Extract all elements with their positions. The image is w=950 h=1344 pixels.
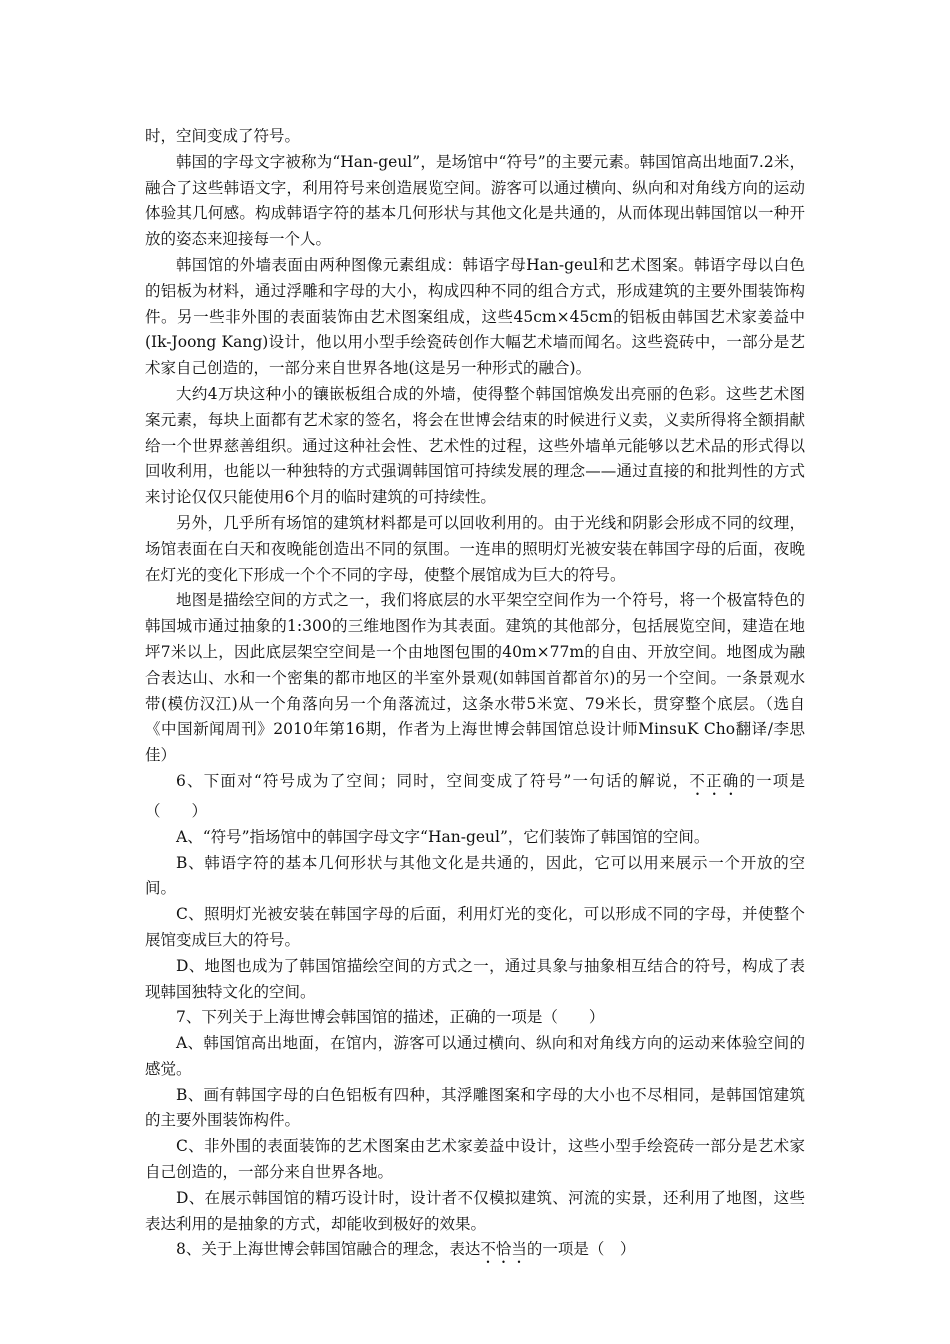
question-6-stem-tail: 的一项是（ ） (145, 771, 805, 820)
question-6-option-c: C、照明灯光被安装在韩国字母的后面，利用灯光的变化，可以形成不同的字母，并使整个展馆变成巨大的符号。 (145, 905, 805, 949)
paragraph-map: 地图是描绘空间的方式之一，我们将底层的水平架空空间作为一个符号，将一个极富特色的韩国城市通过抽象的1:300的三维地图作为其表面。建筑的其他部分，包括展览空间，建造在地坪7米以上，因此底层架空空间是一个由地图包围的40m×77m的自由、开放空间。地图成为融合表达山、水和一个密集的都市地区的半室外景观(如韩国首都首尔)的另一个空间。一条景观水带(模仿汉江)从一个角落向另一个角落流过，这条水带5米宽、79米长，贯穿整个底层。（选自《中国新闻周刊》2010年第16期，作者为上海世博会韩国馆总设计师MinsuK Cho翻译/李思佳） (145, 591, 805, 765)
question-6-option-d: D、地图也成为了韩国馆描绘空间的方式之一，通过具象与抽象相互结合的符号，构成了表现韩国独特文化的空间。 (145, 956, 805, 1001)
document-page (145, 124, 805, 1267)
question-6-emphasis: 不正确 (689, 771, 740, 790)
question-6-stem (145, 769, 805, 825)
question-7-option-c: C、非外围的表面装饰的艺术图案由艺术家姜益中设计，这些小型手绘瓷砖一部分是艺术家自己创造的，一部分来自世界各地。 (145, 1137, 805, 1182)
question-8-stem-lead: 8、关于上海世博会韩国馆融合的理念，表达 (176, 1240, 481, 1259)
question-6-option-a: A、“符号”指场馆中的韩国字母文字“Han-geul”，它们装饰了韩国馆的空间。 (176, 827, 710, 846)
question-7-stem: 7、下列关于上海世博会韩国馆的描述，正确的一项是（ ） (176, 1008, 605, 1027)
question-7-option-a: A、韩国馆高出地面，在馆内，游客可以通过横向、纵向和对角线方向的运动来体验空间的感觉。 (145, 1034, 805, 1078)
question-8-stem (145, 1237, 805, 1267)
question-8-stem-tail: 的一项是（ ） (526, 1240, 636, 1259)
question-6-stem-lead: 6、下面对“符号成为了空间；同时，空间变成了符号”一句话的解说， (176, 771, 690, 790)
question-7-option-d: D、在展示韩国馆的精巧设计时，设计者不仅模拟建筑、河流的实景，还利用了地图，这些表达利用的是抽象的方式，却能收到极好的效果。 (145, 1188, 805, 1233)
paragraph-exterior-wall: 韩国馆的外墙表面由两种图像元素组成：韩语字母Han-geul和艺术图案。韩语字母以白色的铝板为材料，通过浮雕和字母的大小，构成四种不同的组合方式，形成建筑的主要外围装饰构件。另一些非外围的表面装饰由艺术图案组成，这些45cm×45cm的铝板由韩国艺术家姜益中(Ik-Joong Kang)设计，他以用小型手绘瓷砖创作大幅艺术墙而闻名。这些瓷砖中，一部分是艺术家自己创造的，一部分来自世界各地(这是另一种形式的融合)。 (145, 255, 805, 378)
paragraph-materials: 另外，几乎所有场馆的建筑材料都是可以回收利用的。由于光线和阴影会形成不同的纹理，场馆表面在白天和夜晚能创造出不同的氛围。一连串的照明灯光被安装在韩国字母的后面，夜晚在灯光的变化下形成一个个不同的字母，使整个展馆成为巨大的符号。 (145, 513, 805, 584)
question-8-emphasis: 不恰当 (480, 1240, 527, 1259)
paragraph-continuation: 时，空间变成了符号。 (145, 127, 301, 145)
paragraph-hangeul: 韩国的字母文字被称为“Han-geul”，是场馆中“符号”的主要元素。韩国馆高出地面7.2米，融合了这些韩语文字，利用符号来创造展览空间。游客可以通过横向、纵向和对角线方向的运动体验其几何感。构成韩语字符的基本几何形状与其他文化是共通的，从而体现出韩国馆以一种开放的姿态来迎接每一个人。 (145, 152, 805, 249)
question-7-option-b: B、画有韩国字母的白色铝板有四种，其浮雕图案和字母的大小也不尽相同，是韩国馆建筑的主要外围装饰构件。 (145, 1085, 805, 1130)
question-6-option-b: B、韩语字符的基本几何形状与其他文化是共通的，因此，它可以用来展示一个开放的空间。 (145, 853, 805, 898)
paragraph-mosaic-panels: 大约4万块这种小的镶嵌板组合成的外墙，使得整个韩国馆焕发出亮丽的色彩。这些艺术图案元素，每块上面都有艺术家的签名，将会在世博会结束的时候进行义卖，义卖所得将全额捐献给一个世界慈善组织。通过这种社会性、艺术性的过程，这些外墙单元能够以艺术品的形式得以回收利用，也能以一种独特的方式强调韩国馆可持续发展的理念——通过直接的和批判性的方式来讨论仅仅只能使用6个月的临时建筑的可持续性。 (145, 384, 805, 507)
